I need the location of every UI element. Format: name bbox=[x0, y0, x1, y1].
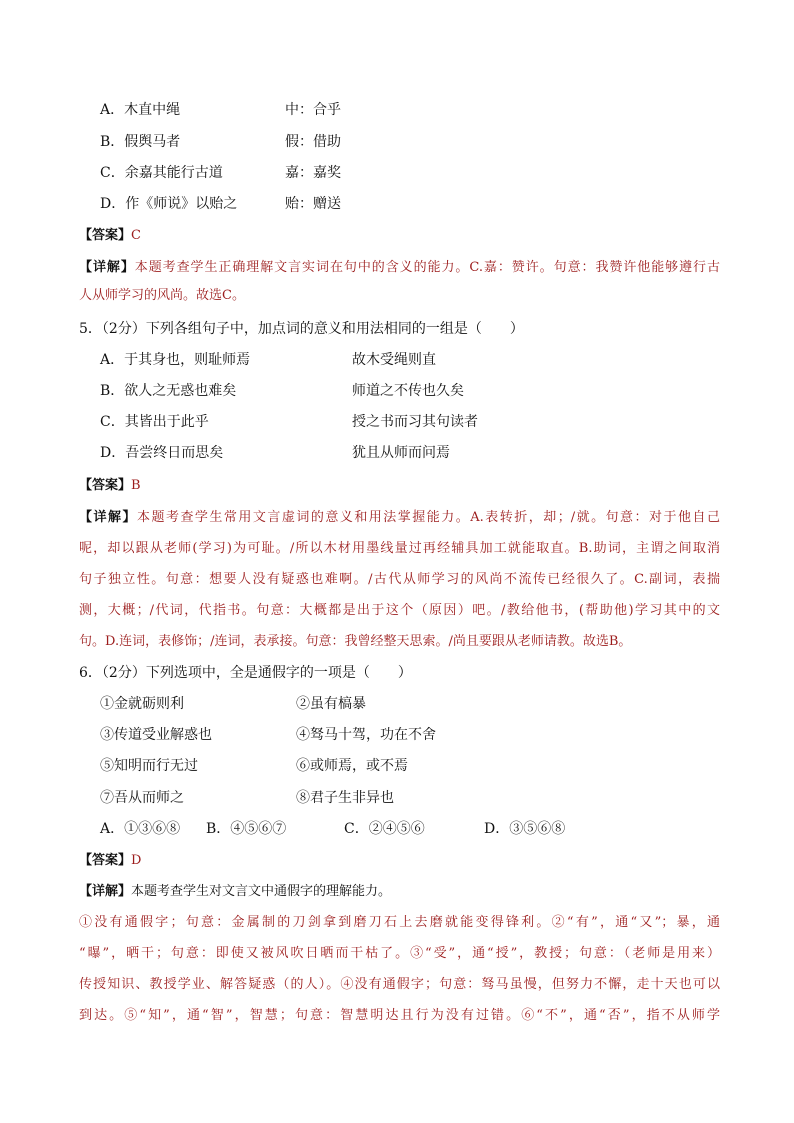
answer-value: B bbox=[131, 478, 141, 493]
choice-d: D．③⑤⑥⑧ bbox=[484, 821, 566, 837]
answer-tag: 【答案】 bbox=[79, 478, 132, 493]
q6-explain-line-1: ①没有通假字；句意：金属制的刀剑拿到磨刀石上去磨就能变得锋利。②“有”，通“又”；暴，通 bbox=[79, 915, 720, 930]
explain-text: 本题考查学生常用文言虚词的意义和用法掌握能力。A.表转折，却；/就。句意：对于他自己 bbox=[136, 510, 720, 525]
explain-text: 人从师学习的风尚。故选C。 bbox=[79, 288, 245, 303]
option-text: B．欲人之无惑也难矣 bbox=[100, 383, 237, 399]
answer-value: D bbox=[131, 853, 142, 868]
q4-answer bbox=[79, 226, 141, 246]
option-pair: 师道之不传也久矣 bbox=[352, 383, 464, 399]
q4-option-c bbox=[100, 163, 341, 183]
option-pair: 故木受绳则直 bbox=[352, 352, 436, 368]
q6-items-row-3 bbox=[100, 756, 408, 776]
q4-explain-line-2 bbox=[79, 286, 720, 306]
option-gloss: 嘉：嘉奖 bbox=[285, 165, 341, 181]
q5-stem: 5．（2分）下列各组句子中，加点词的意义和用法相同的一组是（ ） bbox=[79, 321, 524, 337]
option-text: C．余嘉其能行古道 bbox=[100, 165, 223, 181]
choice-c: C．②④⑤⑥ bbox=[344, 821, 425, 837]
q6-items-row-4 bbox=[100, 788, 394, 808]
q4-explain-line-1 bbox=[79, 258, 720, 278]
q5-explain-line-5: 句。D.连词，表修饰；/连词，表承接。句意：我曾经整天思索。/尚且要跟从老师请教。故选B。 bbox=[79, 634, 632, 649]
option-gloss: 中：合乎 bbox=[285, 102, 341, 118]
item-text: ⑦吾从而师之 bbox=[100, 790, 184, 806]
item-text: ⑧君子生非异也 bbox=[296, 790, 394, 806]
q6-answer bbox=[79, 851, 141, 871]
q6-explain-line-2: “曝”，晒干；句意：即使又被风吹日晒而干枯了。③“受”，通“授”，教授；句意：（老师是用来） bbox=[79, 946, 720, 961]
option-text: D．作《师说》以贻之 bbox=[100, 196, 238, 212]
q5-explain-line-2: 呢，却以跟从老师(学习)为可耻。/所以木材用墨线量过再经辅具加工就能取直。B.助词，主谓之间取消 bbox=[79, 541, 720, 556]
q5-option-a bbox=[100, 350, 436, 370]
q4-option-d bbox=[100, 194, 341, 214]
q5-explain-line-1 bbox=[79, 508, 720, 528]
item-text: ①金就砺则利 bbox=[100, 696, 184, 712]
q6-choices bbox=[100, 819, 565, 839]
q4-option-a bbox=[100, 100, 341, 120]
q6-explain-line-3: 传授知识、教授学业、解答疑惑（的人）。④没有通假字；句意：驽马虽慢，但努力不懈，走十天也可以 bbox=[79, 977, 720, 992]
explain-tag: 【详解】 bbox=[79, 260, 135, 275]
choice-a: A．①③⑥⑧ bbox=[100, 821, 181, 837]
option-pair: 授之书而习其句读者 bbox=[352, 414, 478, 430]
option-text: B．假舆马者 bbox=[100, 134, 181, 150]
choice-b: B．④⑤⑥⑦ bbox=[206, 821, 287, 837]
item-text: ③传道受业解惑也 bbox=[100, 727, 212, 743]
q5-option-b bbox=[100, 381, 464, 401]
option-text: A．木直中绳 bbox=[100, 102, 181, 118]
q6-stem: 6．（2分）下列选项中，全是通假字的一项是（ ） bbox=[79, 665, 412, 681]
answer-tag: 【答案】 bbox=[79, 228, 132, 243]
item-text: ⑤知明而行无过 bbox=[100, 758, 198, 774]
q5-answer bbox=[79, 476, 141, 496]
option-text: C．其皆出于此乎 bbox=[100, 414, 209, 430]
item-text: ②虽有槁暴 bbox=[296, 696, 366, 712]
option-gloss: 假：借助 bbox=[285, 134, 341, 150]
q4-option-b bbox=[100, 132, 341, 152]
explain-tag: 【详解】 bbox=[79, 510, 137, 525]
answer-tag: 【答案】 bbox=[79, 853, 132, 868]
explain-text: 本题考查学生对文言文中通假字的理解能力。 bbox=[131, 884, 392, 899]
explain-tag: 【详解】 bbox=[79, 884, 132, 899]
q5-explain-line-4: 测，大概；/代词，代指书。句意：大概都是出于这个（原因）吧。/教给他书，(帮助他)学习其中的文 bbox=[79, 603, 720, 618]
answer-value: C bbox=[131, 228, 141, 243]
q6-explain-line-4: 到达。⑤“知”，通“智”，智慧；句意：智慧明达且行为没有过错。⑥“不”，通“否”，指不从师学 bbox=[79, 1008, 720, 1023]
option-gloss: 贻：赠送 bbox=[285, 196, 341, 212]
q5-option-d bbox=[100, 443, 450, 463]
q5-explain-line-3: 句子独立性。句意：想要人没有疑惑也难啊。/古代从师学习的风尚不流传已经很久了。C.副词，表揣 bbox=[79, 572, 720, 587]
q5-option-c bbox=[100, 412, 478, 432]
q6-explain-head bbox=[79, 882, 720, 902]
item-text: ④驽马十驾，功在不舍 bbox=[296, 727, 436, 743]
option-text: D．吾尝终日而思矣 bbox=[100, 445, 224, 461]
q6-items-row-1 bbox=[100, 694, 366, 714]
option-text: A．于其身也，则耻师焉 bbox=[100, 352, 251, 368]
q6-items-row-2 bbox=[100, 725, 436, 745]
explain-text: 本题考查学生正确理解文言实词在句中的含义的能力。C.嘉：赞许。句意：我赞许他能够遵行古 bbox=[134, 260, 720, 275]
option-pair: 犹且从师而问焉 bbox=[352, 445, 450, 461]
item-text: ⑥或师焉，或不焉 bbox=[296, 758, 408, 774]
